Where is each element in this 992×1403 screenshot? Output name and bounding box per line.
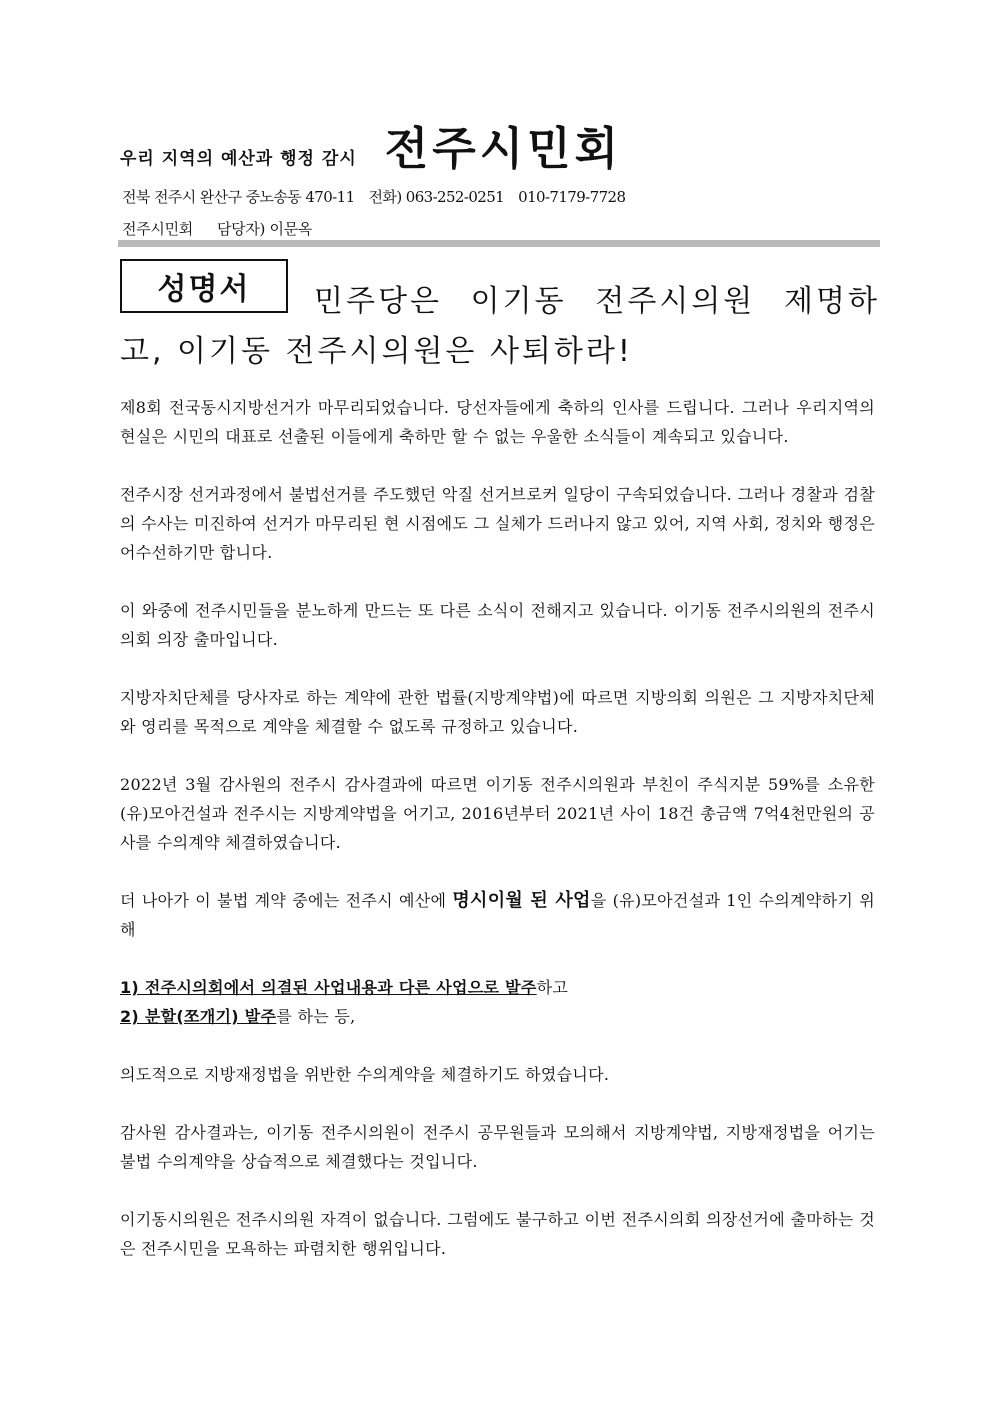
headline-word: 이기동 bbox=[470, 284, 567, 319]
address: 전북 전주시 완산구 중노송동 470-11 bbox=[122, 188, 355, 206]
header-divider bbox=[118, 240, 880, 247]
paragraph-3: 이 와중에 전주시민들을 분노하게 만드는 또 다른 소식이 전해지고 있습니다. 이기동 전주시의원의 전주시의회 의장 출마입니다. bbox=[120, 601, 875, 649]
paragraph-1: 제8회 전국동시지방선거가 마무리되었습니다. 당선자들에게 축하의 인사를 드립니다. 그러나 우리지역의 현실은 시민의 대표로 선출된 이들에게 축하만 할 수 없는 우울한 소식들이 계속되고 있습니다. bbox=[120, 398, 875, 446]
headline-line-2: 고, 이기동 전주시의원은 사퇴하라! bbox=[120, 334, 633, 369]
list-item-2-end: 를 하는 등, bbox=[276, 1007, 356, 1026]
list-item-1-end: 하고 bbox=[536, 978, 569, 997]
paragraph-2: 전주시장 선거과정에서 불법선거를 주도했던 악질 선거브로커 일당이 구속되었습니다. 그러나 경찰과 검찰의 수사는 미진하여 선거가 마무리된 현 시점에도 그 실체가 드러나지 않고 있어, 지역 사회, 정치와 행정은 어수선하기만 합니다. bbox=[120, 485, 875, 562]
p6-emphasis: 명시이월 된 사업 bbox=[452, 890, 591, 911]
paragraph-9: 이기동시의원은 전주시의원 자격이 없습니다. 그럼에도 불구하고 이번 전주시의회 의장선거에 출마하는 것은 전주시민을 모욕하는 파렴치한 행위입니다. bbox=[120, 1210, 875, 1258]
paragraph-7: 의도적으로 지방재정법을 위반한 수의계약을 체결하기도 하였습니다. bbox=[120, 1065, 610, 1084]
paragraph-4: 지방자치단체를 당사자로 하는 계약에 관한 법률(지방계약법)에 따르면 지방의회 의원은 그 지방자치단체와 영리를 목적으로 계약을 체결할 수 없도록 규정하고 있습니다. bbox=[120, 688, 875, 736]
staff-line bbox=[122, 218, 336, 239]
letterhead bbox=[120, 112, 622, 177]
list-item-2 bbox=[120, 1002, 875, 1031]
headline-word: 전주시의원 bbox=[595, 284, 756, 319]
paragraph-6 bbox=[120, 886, 875, 944]
list-item-1 bbox=[120, 973, 875, 1002]
contact-person: 담당자) 이문옥 bbox=[216, 220, 313, 238]
org-tagline: 우리 지역의 예산과 행정 감시 bbox=[120, 149, 357, 169]
org-short: 전주시민회 bbox=[122, 220, 193, 238]
org-name: 전주시민회 bbox=[384, 122, 623, 175]
statement-body bbox=[120, 393, 875, 1292]
paragraph-5: 2022년 3월 감사원의 전주시 감사결과에 따르면 이기동 전주시의원과 부친이 주식지분 59%를 소유한 (유)모아건설과 전주시는 지방계약법을 어기고, 2016년부터 2021년 사이 18건 총금액 7억4천만원의 공사를 수의계약 체결하였습니다. bbox=[120, 775, 875, 852]
mobile: 010-7179-7728 bbox=[518, 188, 626, 206]
phone: 전화) 063-252-0251 bbox=[368, 188, 505, 206]
headline-line-1 bbox=[314, 276, 880, 320]
headline-word: 민주당은 bbox=[314, 284, 442, 319]
statement-label: 성명서 bbox=[157, 272, 251, 307]
list-item-2-emphasis: 2) 분할(쪼개기) 발주 bbox=[120, 1007, 277, 1026]
headline-word: 제명하 bbox=[784, 284, 880, 319]
list-item-1-emphasis: 1) 전주시의회에서 의결된 사업내용과 다른 사업으로 발주 bbox=[120, 978, 537, 997]
p6-text: 더 나아가 이 불법 계약 중에는 전주시 예산에 bbox=[120, 891, 453, 910]
contact-line bbox=[122, 186, 639, 207]
paragraph-8: 감사원 감사결과는, 이기동 전주시의원이 전주시 공무원들과 모의해서 지방계약법, 지방재정법을 어기는 불법 수의계약을 상습적으로 체결했다는 것입니다. bbox=[120, 1123, 875, 1171]
p6-text-end: 을 (유)모아건설과 1인 수의계약하기 위해 bbox=[120, 891, 876, 939]
statement-label-box bbox=[120, 259, 288, 313]
